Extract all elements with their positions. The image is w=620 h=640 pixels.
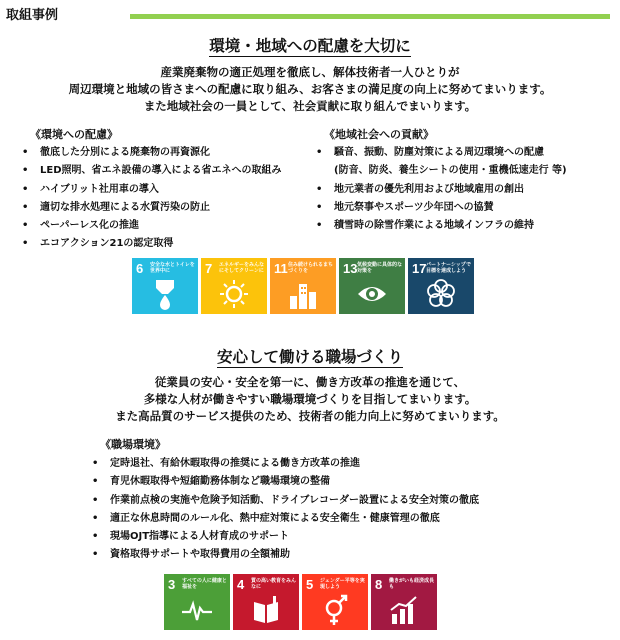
- list-item-text: 騒音、振動、防塵対策による周辺環境への配慮: [334, 147, 544, 158]
- list-item-text: 徹底した分別による廃棄物の再資源化: [40, 147, 210, 158]
- list-item-text: 定時退社、有給休暇取得の推奨による働き方改革の推進: [110, 458, 360, 469]
- list-item: [92, 510, 479, 528]
- sdg-number: 13: [343, 261, 358, 276]
- list-item-text: 地元業者の優先利用および地域雇用の創出: [334, 183, 524, 195]
- bullet-icon: •: [316, 201, 323, 213]
- gender-icon: [320, 594, 350, 626]
- list-item: [92, 492, 479, 510]
- bullet-icon: •: [92, 531, 99, 543]
- sdg-caption: エネルギーをみんなにそしてクリーンに: [219, 262, 265, 274]
- list-item-text: LED照明、省エネ設備の導入による省エネへの取組み: [40, 165, 282, 177]
- section2-heading: [0, 345, 620, 367]
- list-item-continuation: [316, 162, 567, 180]
- bullet-icon: •: [92, 512, 99, 524]
- sdg-caption: パートナーシップで目標を達成しよう: [426, 262, 471, 274]
- list-item: [92, 455, 479, 473]
- list-item-text: (防音、防炎、養生シートの使用・重機低速走行 等): [334, 165, 567, 177]
- list-item-text: 作業前点検の実施や危険予知活動、ドライブレコーダー設置による安全対策の徹底: [110, 494, 479, 506]
- flower-ring-icon: [426, 278, 456, 310]
- list-item-text: 現場OJT指導による人材育成のサポート: [110, 531, 290, 543]
- bullet-icon: •: [92, 458, 99, 469]
- section1-intro-line: 周辺環境と地域の皆さまへの配慮に取り組み、お客さまの満足度の向上に努めてまいります。: [68, 82, 552, 96]
- list-item-text: ペーパーレス化の推進: [40, 220, 139, 232]
- heartbeat-icon: [182, 594, 212, 626]
- environment-list: [22, 144, 282, 254]
- bullet-icon: •: [22, 220, 29, 232]
- sdg-5-tile: [302, 574, 368, 630]
- workplace-title: 《職場環境》: [100, 438, 166, 451]
- section1-intro-line: 産業廃棄物の適正処理を徹底し、解体技術者一人ひとりが: [160, 65, 460, 79]
- page-label: 取組事例: [6, 8, 59, 23]
- sdg-17-tile: [408, 258, 474, 314]
- section1-heading: [0, 34, 620, 56]
- list-item: [92, 473, 479, 491]
- list-item: [316, 199, 567, 217]
- community-list: [316, 144, 567, 235]
- sdg-caption: 働きがいも経済成長も: [389, 578, 435, 590]
- sdg-icons-environment: [132, 258, 474, 314]
- sdg-number: 4: [237, 577, 245, 592]
- list-item: [316, 144, 567, 162]
- sdg-11-tile: [270, 258, 336, 314]
- sdg-caption: ジェンダー平等を実現しよう: [320, 578, 365, 590]
- section2-intro-line: また高品質のサービス提供のため、技術者の能力向上に努めてまいります。: [115, 409, 505, 423]
- list-item: [22, 235, 282, 253]
- list-item: [22, 181, 282, 199]
- sdg-6-tile: [132, 258, 198, 314]
- city-icon: [288, 278, 318, 310]
- section2-heading-text: 安心して働ける職場づくり: [216, 348, 403, 366]
- section2-intro: [0, 374, 620, 425]
- eye-globe-icon: [357, 278, 387, 310]
- list-item-text: エコアクション21の認定取得: [40, 238, 174, 250]
- sdg-icons-workplace: [164, 574, 437, 630]
- sdg-number: 17: [412, 261, 427, 276]
- list-item-text: 積雪時の除雪作業による地域インフラの維持: [334, 220, 534, 232]
- sdg-number: 6: [136, 261, 144, 276]
- header-green-bar: [130, 14, 610, 19]
- list-item-text: 資格取得サポートや取得費用の全額補助: [110, 549, 290, 561]
- list-item-text: 育児休暇取得や短縮勤務体制など職場環境の整備: [110, 476, 330, 488]
- workplace-list: [92, 455, 479, 565]
- sdg-number: 5: [306, 577, 314, 592]
- sdg-caption: 住み続けられるまちづくりを: [288, 262, 334, 274]
- bullet-icon: •: [316, 220, 323, 232]
- sdg-13-tile: [339, 258, 405, 314]
- list-item: [22, 199, 282, 217]
- section1-intro: [0, 64, 620, 115]
- growth-chart-icon: [389, 594, 419, 626]
- bullet-icon: •: [22, 147, 29, 158]
- sdg-caption: すべての人に健康と福祉を: [182, 578, 227, 590]
- bullet-icon: •: [92, 476, 99, 488]
- sdg-8-tile: [371, 574, 437, 630]
- bullet-icon: •: [316, 147, 323, 158]
- list-item: [316, 181, 567, 199]
- sdg-number: 3: [168, 577, 176, 592]
- list-item: [22, 217, 282, 235]
- list-item: [92, 528, 479, 546]
- sdg-number: 8: [375, 577, 383, 592]
- sdg-4-tile: [233, 574, 299, 630]
- list-item-text: 適正な休息時間のルール化、熱中症対策による安全衛生・健康管理の徹底: [110, 512, 440, 524]
- book-icon: [251, 594, 281, 626]
- sun-icon: [219, 278, 249, 310]
- bullet-icon: •: [22, 183, 29, 195]
- sdg-7-tile: [201, 258, 267, 314]
- sdg-caption: 安全な水とトイレを世界中に: [150, 262, 195, 274]
- list-item-text: 地元祭事やスポーツ少年団への協賛: [334, 201, 494, 213]
- sdg-caption: 気候変動に具体的な対策を: [357, 262, 403, 274]
- sdg-3-tile: [164, 574, 230, 630]
- section2-intro-line: 従業員の安心・安全を第一に、働き方改革の推進を通じて、: [154, 375, 466, 389]
- bullet-icon: •: [22, 201, 29, 213]
- bullet-icon: •: [316, 183, 323, 195]
- water-drop-icon: [150, 278, 180, 310]
- community-title: 《地域社会への貢献》: [324, 128, 434, 141]
- list-item: [316, 217, 567, 235]
- section1-intro-line: また地域社会の一員として、社会貢献に取り組んでまいります。: [143, 99, 477, 113]
- bullet-icon: •: [92, 549, 99, 561]
- bullet-icon: •: [22, 165, 29, 177]
- bullet-icon: •: [22, 238, 29, 250]
- list-item: [22, 144, 282, 162]
- list-item-text: 適切な排水処理による水質汚染の防止: [40, 201, 210, 213]
- sdg-number: 11: [274, 261, 288, 276]
- section2-intro-line: 多様な人材が働きやすい職場環境づくりを目指してまいります。: [143, 392, 477, 406]
- list-item: [92, 546, 479, 564]
- bullet-icon: •: [92, 494, 99, 506]
- list-item: [22, 162, 282, 180]
- section1-heading-text: 環境・地域への配慮を大切に: [209, 37, 411, 55]
- sdg-caption: 質の高い教育をみんなに: [251, 578, 297, 590]
- list-item-text: ハイブリット社用車の導入: [40, 183, 159, 195]
- sdg-number: 7: [205, 261, 213, 276]
- environment-title: 《環境への配慮》: [30, 128, 118, 141]
